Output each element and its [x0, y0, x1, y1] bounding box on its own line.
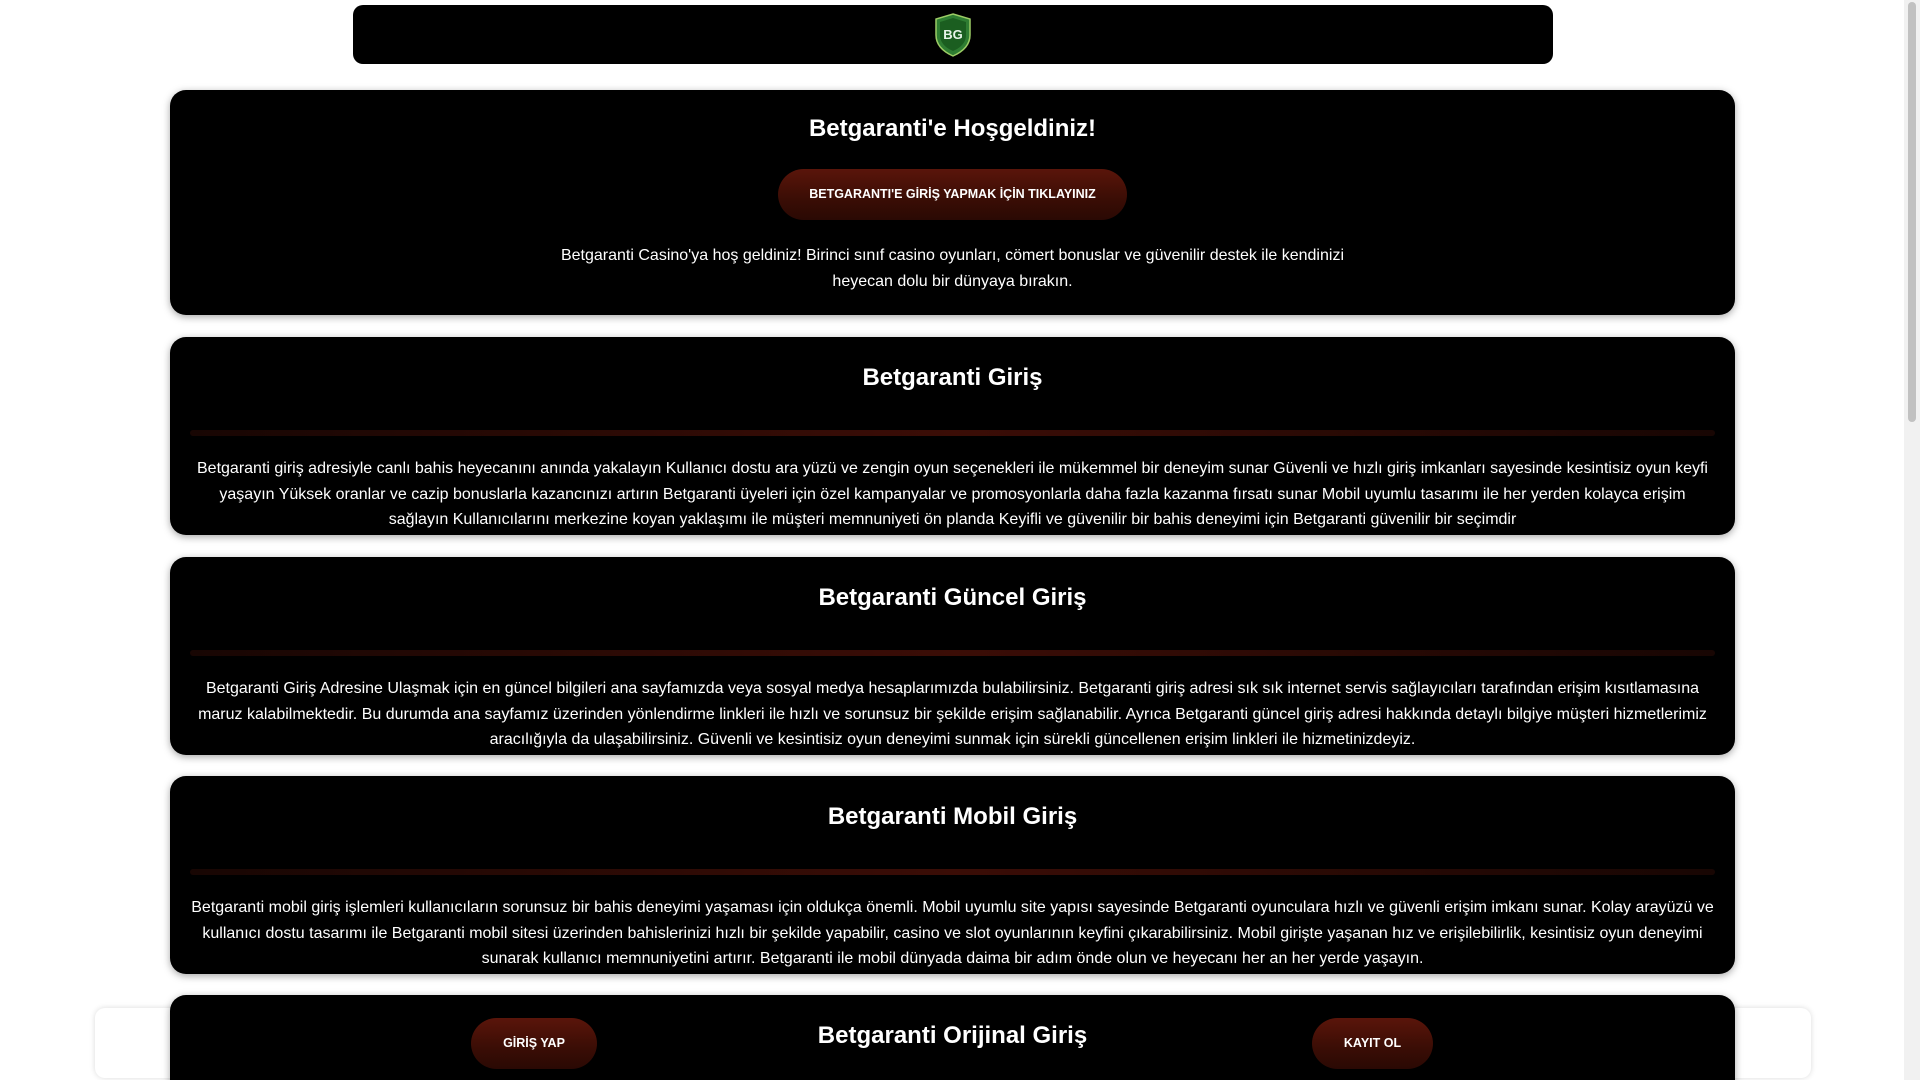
welcome-card — [170, 90, 1735, 315]
login-button[interactable]: GİRİŞ YAP — [471, 1018, 597, 1069]
section-divider — [190, 430, 1715, 436]
section-title: Betgaranti Orijinal Giriş — [817, 1022, 1088, 1049]
section-card-guncel-giris — [170, 557, 1735, 755]
welcome-title: Betgaranti'e Hoşgeldiniz! — [808, 115, 1097, 142]
section-divider — [190, 869, 1715, 875]
shield-logo-icon[interactable] — [934, 13, 972, 57]
login-cta-button[interactable]: BETGARANTI'E GİRİŞ YAPMAK İÇİN TIKLAYINIZ — [778, 169, 1127, 220]
vertical-scrollbar[interactable] — [1904, 0, 1920, 1080]
section-text: Betgaranti giriş adresiyle canlı bahis heyecanını anında yakalayın Kullanıcı dostu ara yüzü ve zengin oyun seçenekleri ile mükemmel bir deneyim sunar Güvenli ve hızlı giriş imkanları sayesinde kesintisiz oyun keyfi yaşayın Yüksek oranlar ve cazip bonuslarla kazancınızı artırın Betgaranti üyeleri için özel kampanyalar ve promosyonlarla daha fazla kazanma fırsatı sunar Mobil uyumlu tasarımı ile her yerden kolayca erişim sağlayın Kullanıcılarını merkezine koyan yaklaşımı ile müşteri memnuniyeti ön planda Keyifli ve güvenilir bir bahis deneyimi için Betgaranti güvenilir bir seçimdir — [197, 460, 1708, 528]
logo-text: BG — [943, 26, 963, 42]
top-navbar — [353, 5, 1553, 64]
welcome-intro-text: Betgaranti Casino'ya hoş geldiniz! Birinci sınıf casino oyunları, cömert bonuslar ve güvenilir destek ile kendinizi heyecan dolu bir dünyaya bırakın. — [560, 247, 1344, 290]
section-card-orijinal-giris — [170, 995, 1735, 1080]
section-title: Betgaranti Giriş — [862, 364, 1043, 391]
scrollbar-thumb[interactable] — [1908, 2, 1916, 422]
section-card-mobil-giris — [170, 776, 1735, 974]
register-button[interactable]: KAYIT OL — [1312, 1018, 1433, 1069]
section-divider — [190, 650, 1715, 656]
section-title: Betgaranti Mobil Giriş — [827, 803, 1078, 830]
section-text: Betgaranti Giriş Adresine Ulaşmak için en güncel bilgileri ana sayfamızda veya sosyal medya hesaplarımızda bulabilirsiniz. Betgaranti giriş adresi sık sık internet servis sağlayıcıları tarafından erişim kısıtlamasına maruz kalabilmektedir. Bu durumda ana sayfamız üzerinden yönlendirme linkleri ile hızlı ve sorunsuz bir şekilde erişim sağlanabilir. Ayrıca Betgaranti güncel giriş adresi hakkında detaylı bilgiye müşteri hizmetlerimiz aracılığıyla da ulaşabilirsiniz. Güvenli ve kesintisiz oyun deneyimi sunmak için sürekli güncellenen erişim linkleri ile hizmetinizdeyiz. — [198, 680, 1707, 748]
section-card-giris — [170, 337, 1735, 535]
section-text: Betgaranti mobil giriş işlemleri kullanıcıların sorunsuz bir bahis deneyimi yaşaması için oldukça önemli. Mobil uyumlu site yapısı sayesinde Betgaranti oyunculara hızlı ve güvenli erişim imkanı sunar. Kolay arayüzü ve kullanıcı dostu tasarımı ile Betgaranti mobil sitesi üzerinden bahislerinizi hızlı bir şekilde yapabilir, casino ve slot oyunlarının keyfini çıkarabilirsiniz. Mobil girişte yaşanan hız ve erişilebilirlik, kesintisiz oyun deneyimi sunarak kullanıcı memnuniyetini artırır. Betgaranti ile mobil dünyada daima bir adım önde olun ve heyecanı her an her yerde yaşayın. — [191, 899, 1714, 967]
section-title: Betgaranti Güncel Giriş — [818, 584, 1087, 611]
